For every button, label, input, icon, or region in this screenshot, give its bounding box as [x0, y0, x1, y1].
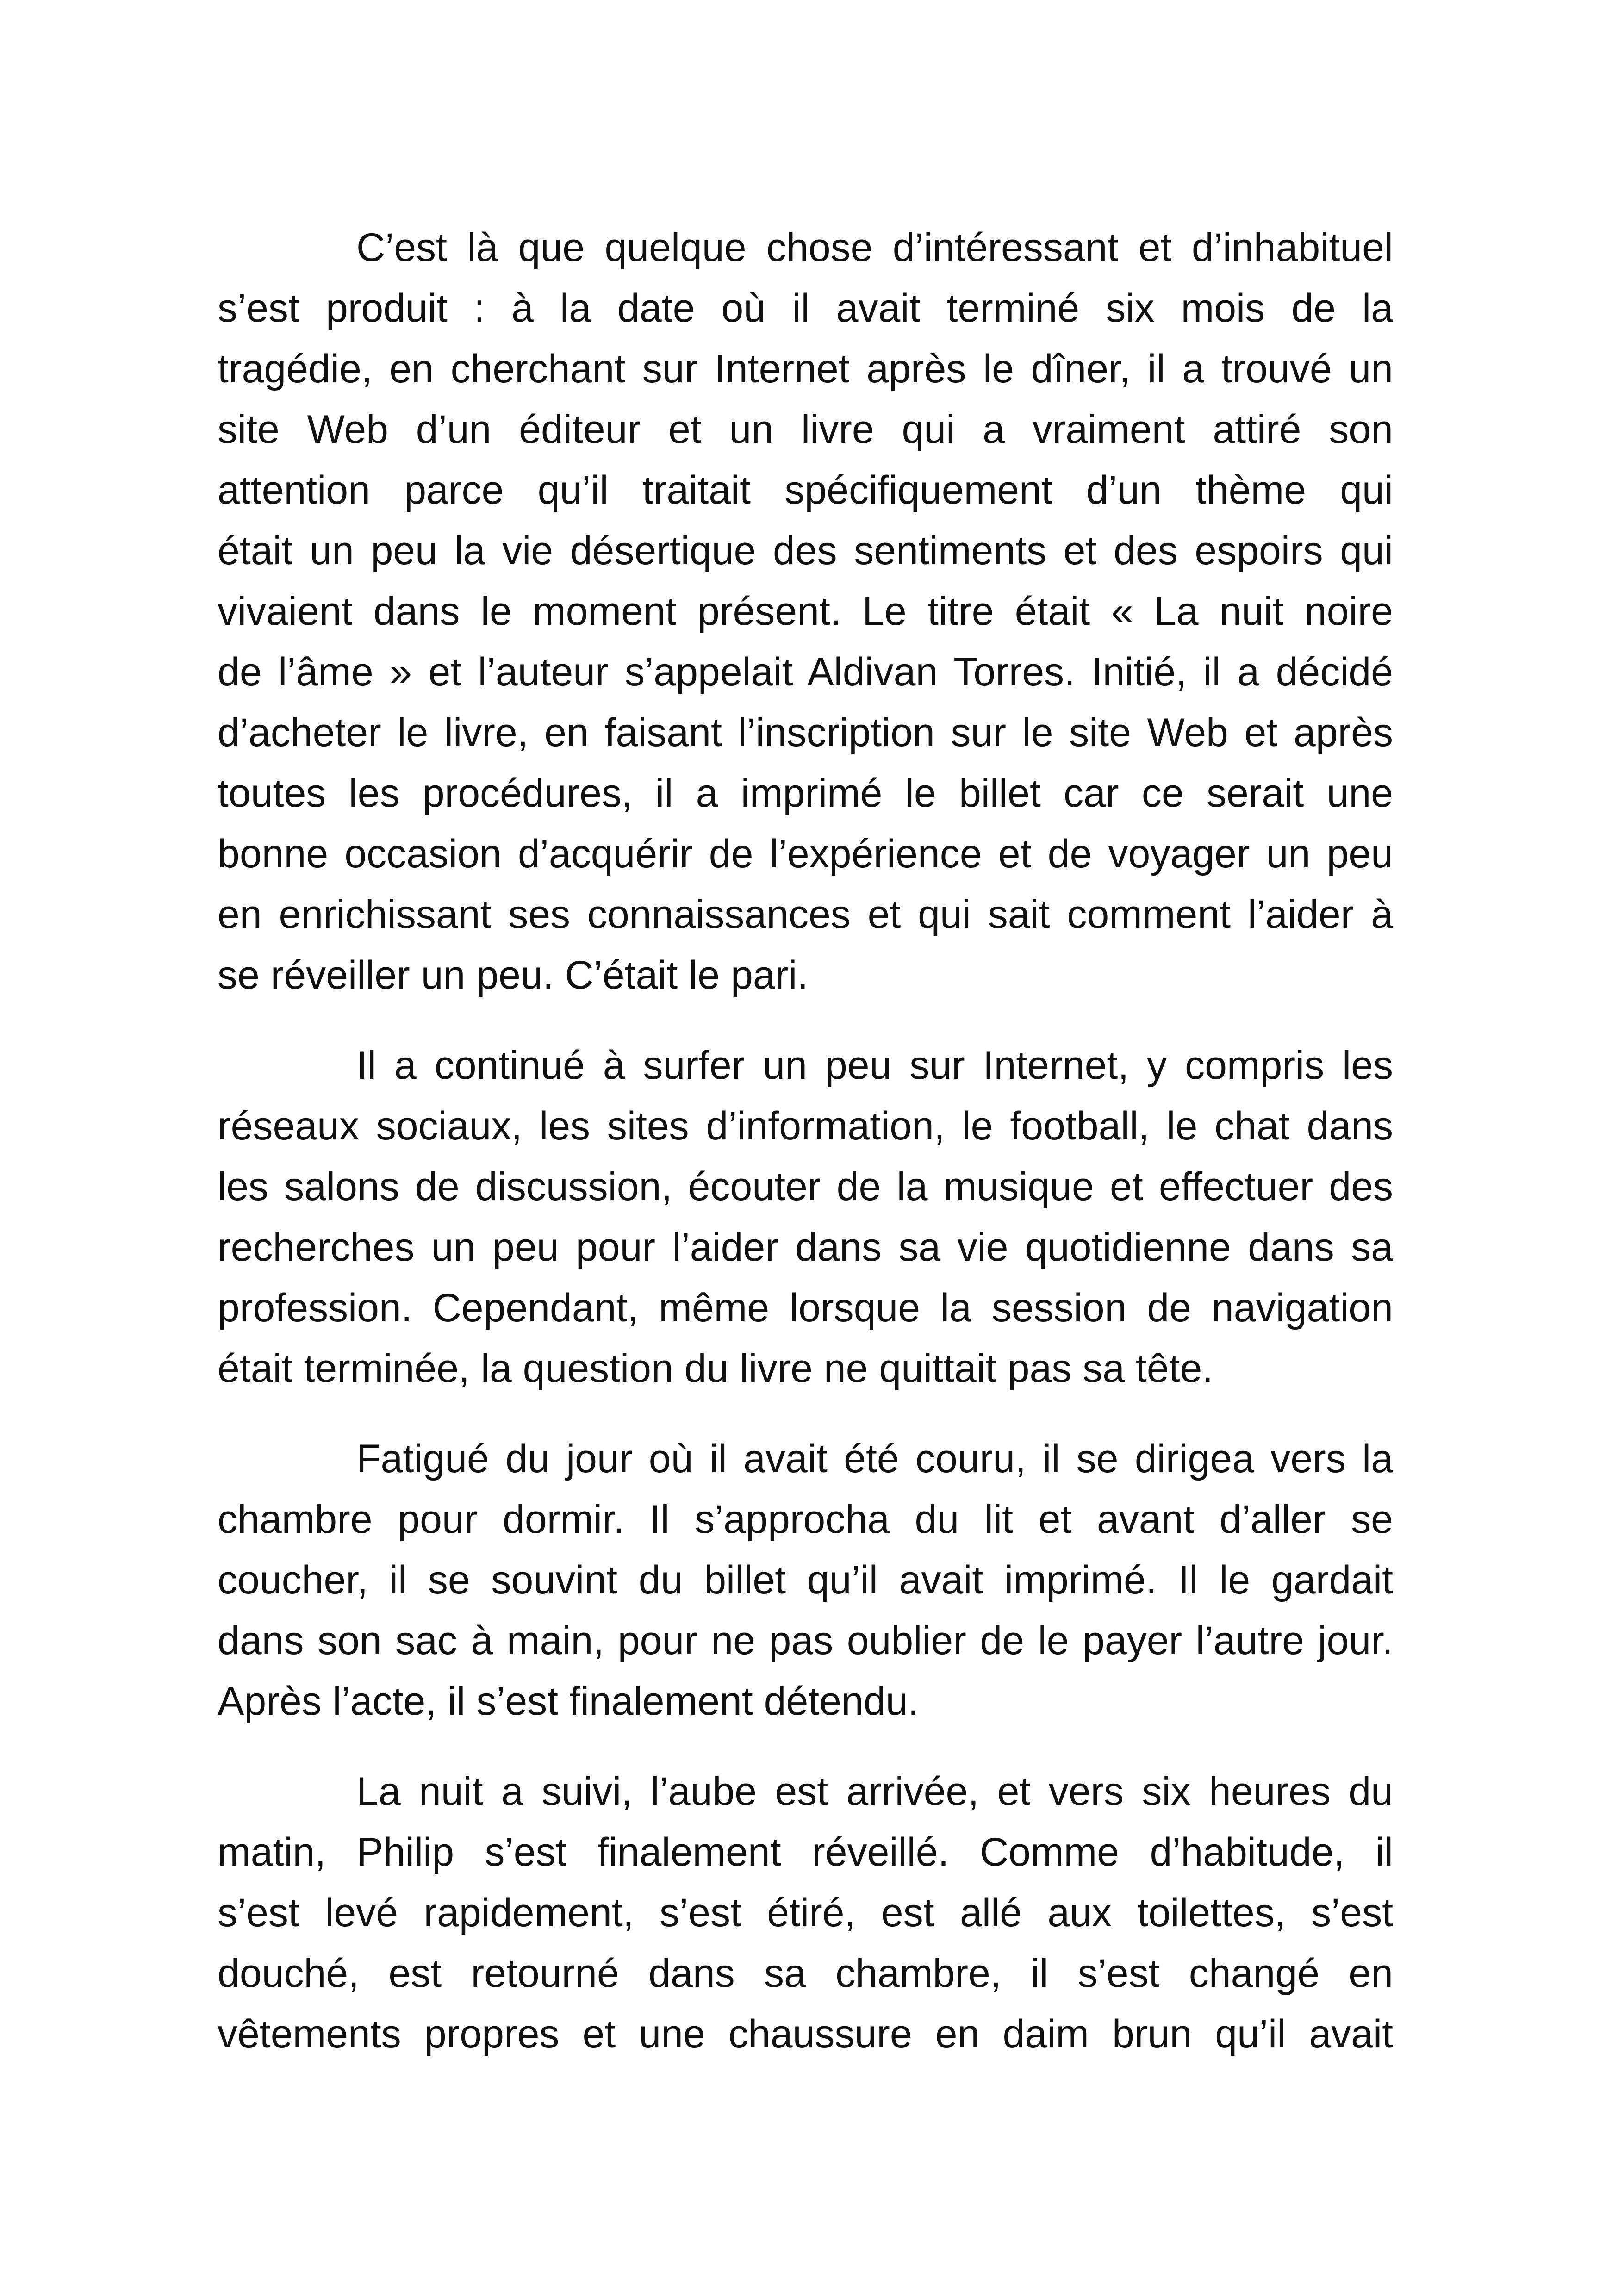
text-line: vêtements propres et une chaussure en daim brun qu’il avait [218, 2012, 1393, 2056]
text-line: C’est là que quelque chose d’intéressant et d’inhabituel [356, 225, 1393, 270]
text-line: en enrichissant ses connaissances et qui sait comment l’aider à [218, 892, 1393, 937]
paragraph-2 [218, 1035, 1393, 1399]
text-line: s’est levé rapidement, s’est étiré, est allé aux toilettes, s’est [218, 1891, 1393, 1935]
text-line: toutes les procédures, il a imprimé le billet car ce serait une [218, 771, 1393, 815]
text-line: chambre pour dormir. Il s’approcha du lit et avant d’aller se [218, 1497, 1393, 1542]
text-line: vivaient dans le moment présent. Le titre était « La nuit noire [218, 589, 1393, 634]
text-line: de l’âme » et l’auteur s’appelait Aldivan Torres. Initié, il a décidé [218, 650, 1393, 694]
text-line: tragédie, en cherchant sur Internet après le dîner, il a trouvé un [218, 347, 1393, 391]
text-line: était un peu la vie désertique des sentiments et des espoirs qui [218, 529, 1393, 573]
paragraph-3 [218, 1429, 1393, 1732]
text-line: douché, est retourné dans sa chambre, il s’est changé en [218, 1951, 1393, 1996]
text-line: bonne occasion d’acquérir de l’expérience et de voyager un peu [218, 832, 1393, 876]
text-line: attention parce qu’il traitait spécifiquement d’un thème qui [218, 468, 1393, 512]
text-line: était terminée, la question du livre ne quittait pas sa tête. [218, 1346, 1214, 1391]
text-line: La nuit a suivi, l’aube est arrivée, et vers six heures du [356, 1769, 1393, 1814]
text-line: s’est produit : à la date où il avait terminé six mois de la [218, 286, 1393, 330]
text-line: site Web d’un éditeur et un livre qui a vraiment attiré son [218, 407, 1393, 452]
text-line: réseaux sociaux, les sites d’information, le football, le chat dans [218, 1104, 1393, 1148]
text-line: dans son sac à main, pour ne pas oublier de le payer l’autre jour. [218, 1618, 1393, 1663]
text-line: matin, Philip s’est finalement réveillé. Comme d’habitude, il [218, 1830, 1393, 1874]
text-line: Fatigué du jour où il avait été couru, il se dirigea vers la [356, 1437, 1393, 1481]
text-line: se réveiller un peu. C’était le pari. [218, 953, 809, 997]
body-text [218, 218, 1393, 2094]
text-line: Il a continué à surfer un peu sur Internet, y compris les [356, 1043, 1393, 1088]
paragraph-4 [218, 1761, 1393, 2065]
paragraph-1 [218, 218, 1393, 1006]
text-line: coucher, il se souvint du billet qu’il avait imprimé. Il le gardait [218, 1558, 1393, 1602]
text-line: recherches un peu pour l’aider dans sa vie quotidienne dans sa [218, 1225, 1393, 1269]
text-line: Après l’acte, il s’est finalement détendu. [218, 1679, 919, 1724]
text-line: d’acheter le livre, en faisant l’inscription sur le site Web et après [218, 710, 1393, 755]
text-line: profession. Cependant, même lorsque la session de navigation [218, 1286, 1393, 1330]
text-line: les salons de discussion, écouter de la musique et effectuer des [218, 1164, 1393, 1209]
